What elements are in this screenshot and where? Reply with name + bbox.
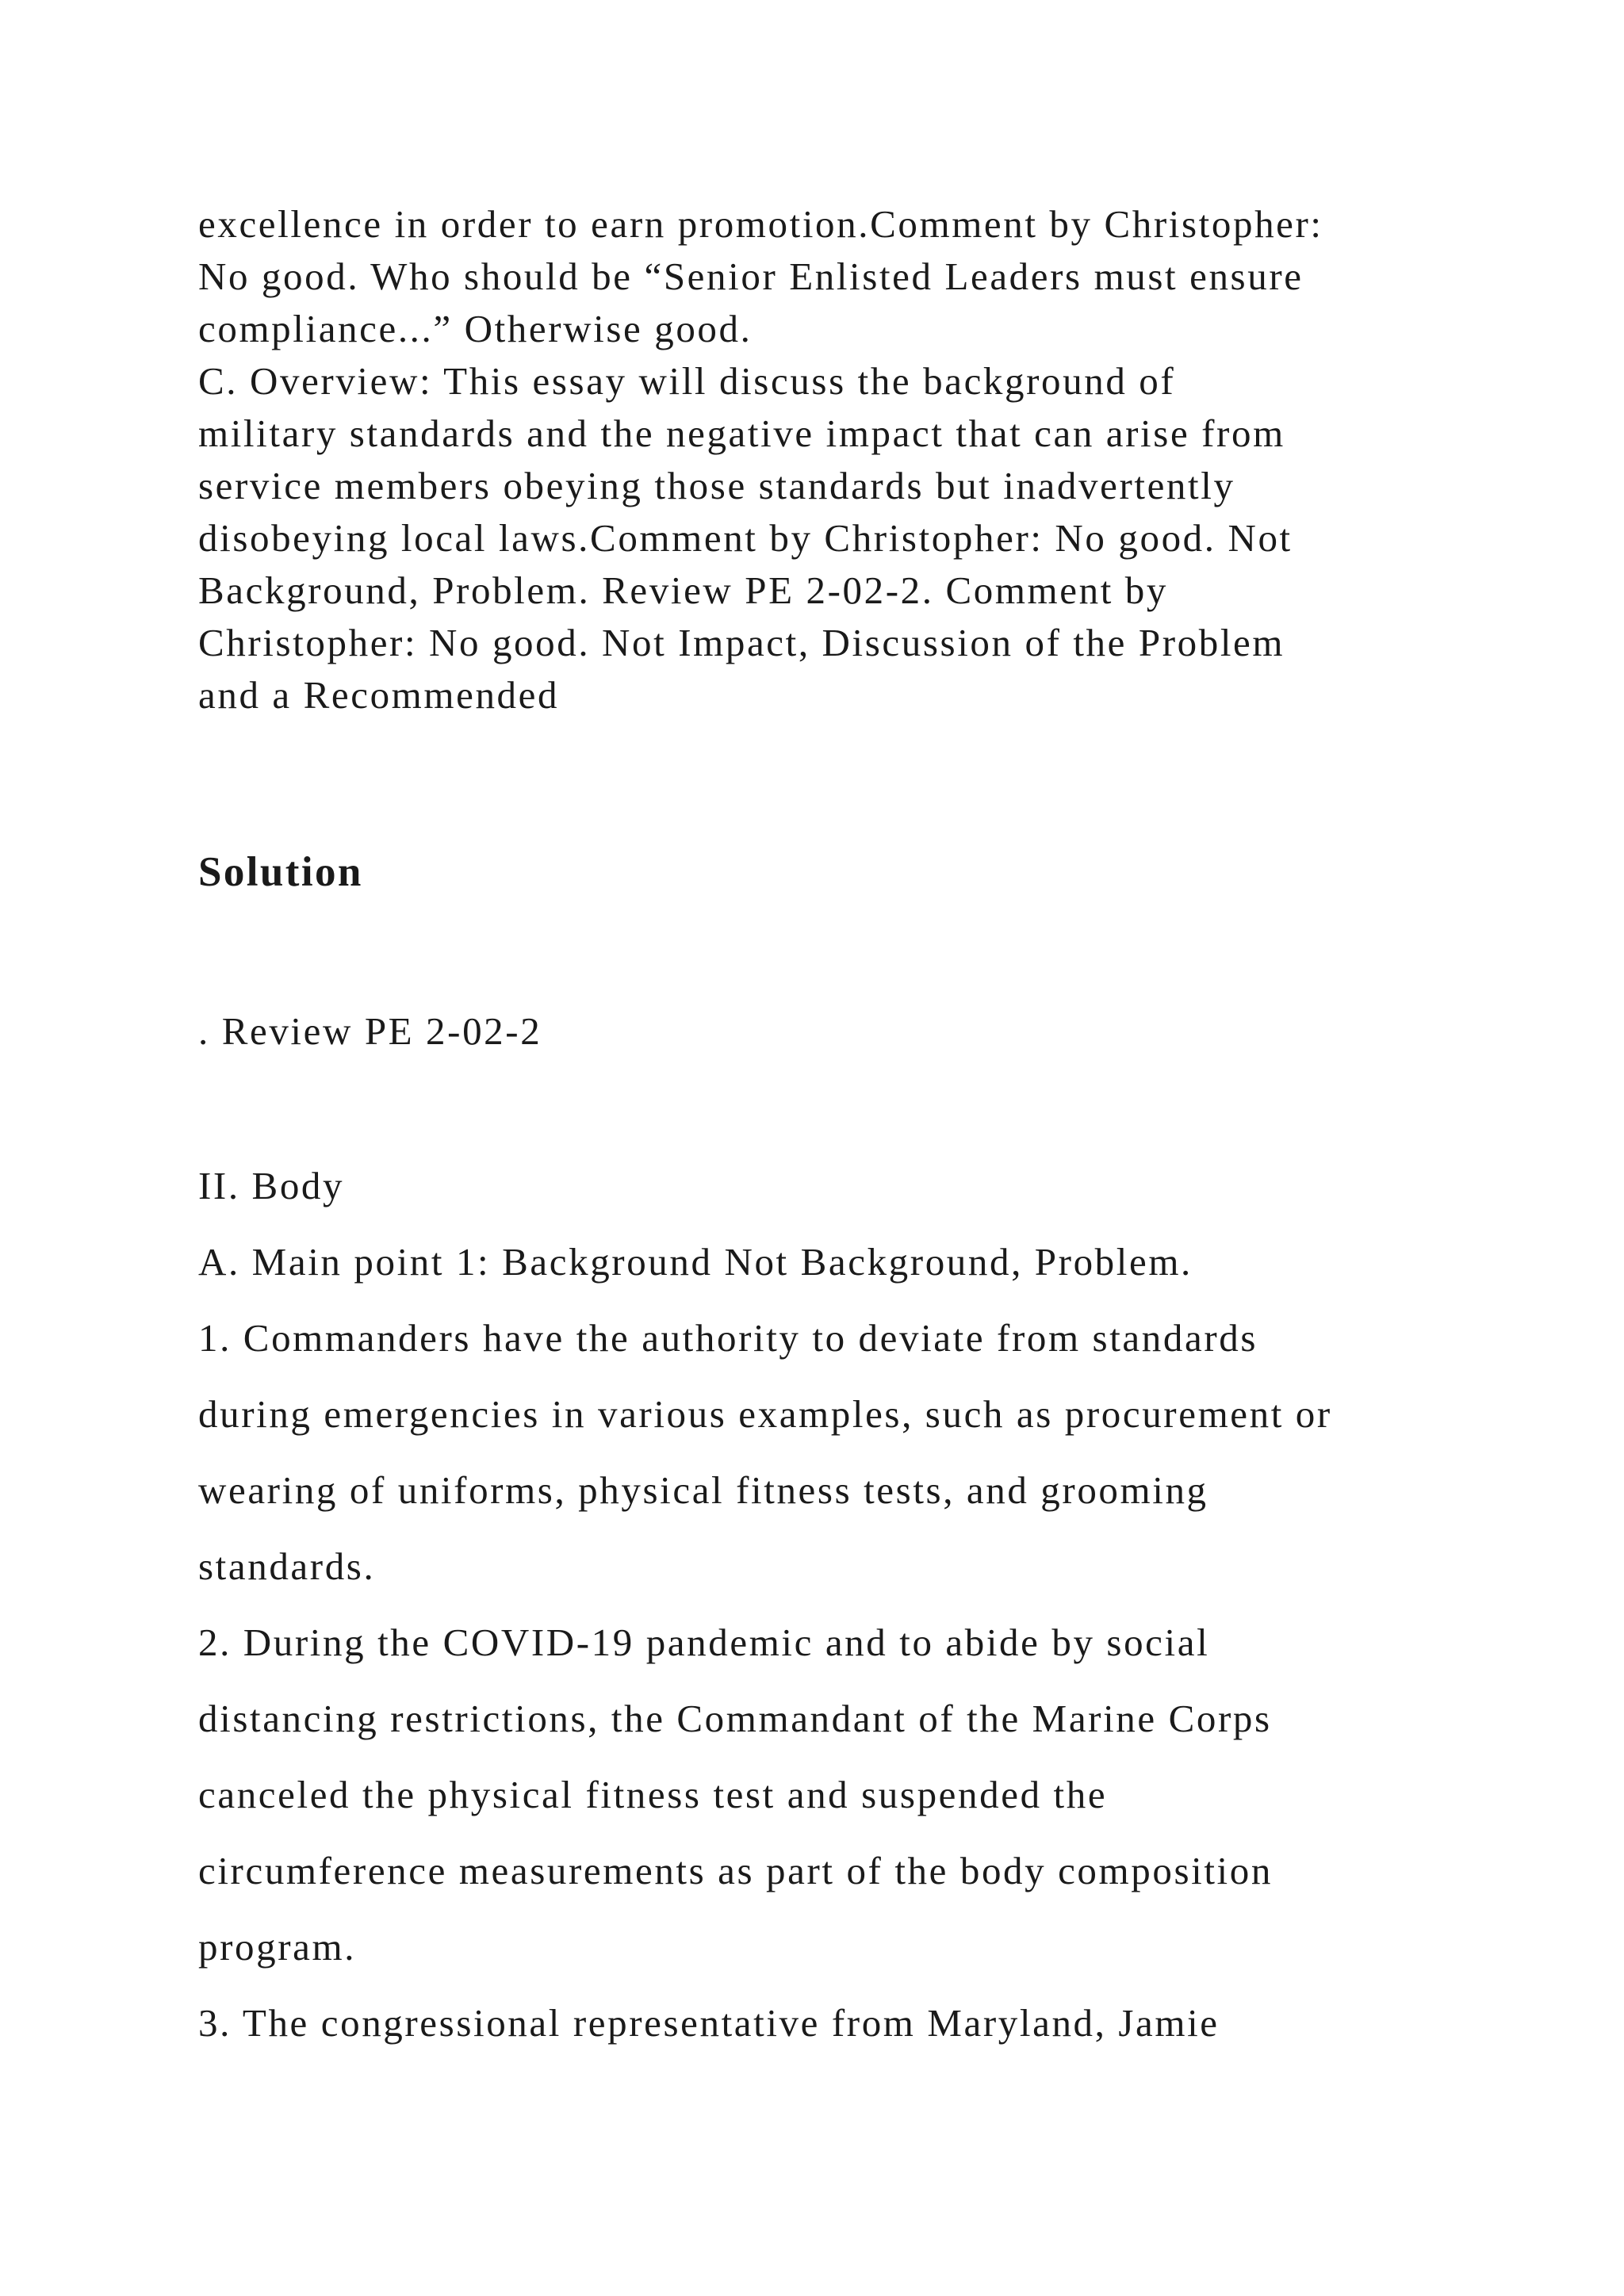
solution-heading: Solution <box>198 849 363 895</box>
text-line: A. Main point 1: Background Not Background, Problem. <box>198 1240 1193 1284</box>
text-line: C. Overview: This essay will discuss the background of <box>198 359 1176 403</box>
text-line: 3. The congressional representative from Maryland, Jamie <box>198 2001 1220 2045</box>
intro-paragraph <box>198 198 1467 721</box>
text-line: during emergencies in various examples, such as procurement or <box>198 1392 1332 1436</box>
text-line: Background, Problem. Review PE 2-02-2. Comment by <box>198 568 1168 612</box>
text-line: excellence in order to earn promotion.Comment by Christopher: <box>198 202 1323 246</box>
text-line: Christopher: No good. Not Impact, Discussion of the Problem <box>198 621 1285 664</box>
text-line: 1. Commanders have the authority to deviate from standards <box>198 1316 1258 1360</box>
text-line: service members obeying those standards but inadvertently <box>198 464 1235 507</box>
text-line: wearing of uniforms, physical fitness tests, and grooming <box>198 1468 1208 1512</box>
text-line: canceled the physical fitness test and suspended the <box>198 1773 1108 1816</box>
text-line: program. <box>198 1925 357 1969</box>
text-line: and a Recommended <box>198 673 560 717</box>
text-line: distancing restrictions, the Commandant of the Marine Corps <box>198 1697 1272 1740</box>
text-line: II. Body <box>198 1164 345 1207</box>
text-line: 2. During the COVID-19 pandemic and to abide by social <box>198 1621 1210 1664</box>
text-line: disobeying local laws.Comment by Christopher: No good. Not <box>198 516 1293 560</box>
review-line: . Review PE 2-02-2 <box>198 1009 542 1053</box>
text-line: standards. <box>198 1544 376 1588</box>
text-line: military standards and the negative impact that can arise from <box>198 411 1285 455</box>
text-line: circumference measurements as part of the body composition <box>198 1849 1273 1892</box>
body-section <box>198 1148 1467 2061</box>
text-line: No good. Who should be “Senior Enlisted Leaders must ensure <box>198 254 1304 298</box>
text-line: compliance...” Otherwise good. <box>198 307 753 350</box>
